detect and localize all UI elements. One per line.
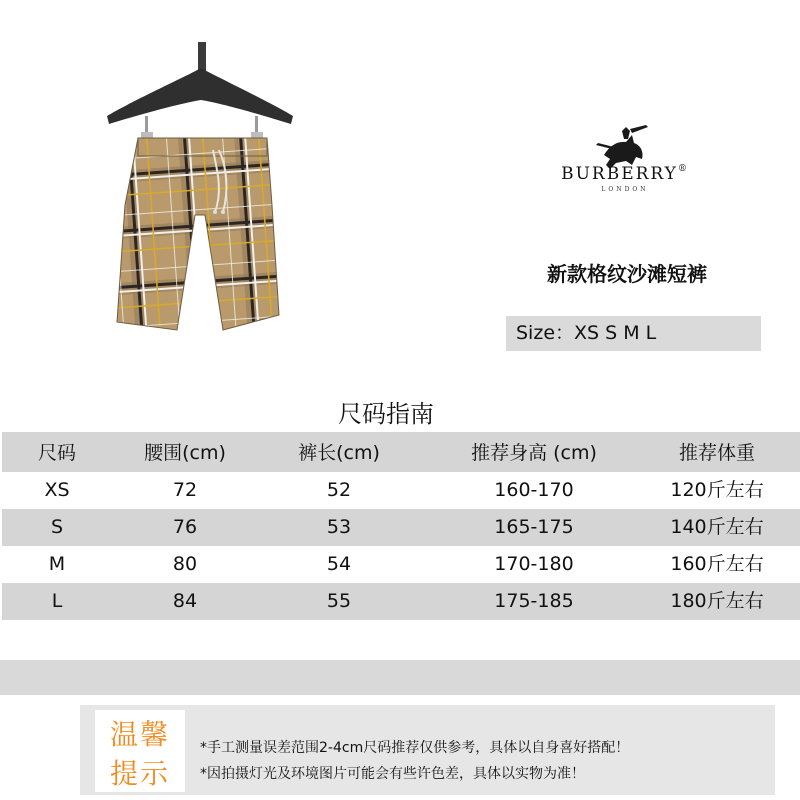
cell-weight: 120斤左右: [670, 479, 764, 501]
brand-city: LONDON: [601, 186, 649, 193]
cell-length: 54: [326, 553, 352, 575]
product-photo: [95, 40, 305, 340]
divider-band: [0, 660, 800, 695]
notice-title-line1: 温馨: [109, 718, 170, 751]
cell-weight: 140斤左右: [670, 516, 764, 538]
cell-size: M: [48, 553, 66, 575]
table-row: [2, 546, 800, 583]
table-row: [2, 583, 800, 620]
header-length: 裤长(cm): [298, 442, 380, 464]
table-row: [2, 509, 800, 546]
cell-length: 55: [326, 590, 352, 612]
header-height: 推荐身高 (cm): [471, 442, 597, 464]
size-table: [2, 432, 800, 620]
notice-line-2: *因拍摄灯光及环境图片可能会有些许色差，具体以实物为准！: [200, 766, 585, 782]
notice-line-1: *手工测量误差范围2-4cm尺码推荐仅供参考，具体以自身喜好搭配！: [200, 740, 630, 756]
size-label: Size：XS S M L: [516, 322, 657, 344]
header-waist: 腰围(cm): [144, 442, 226, 464]
notice-title-line2: 提示: [109, 757, 170, 790]
table-header-row: [2, 432, 800, 472]
header-size: 尺码: [37, 442, 76, 464]
brand-name: BURBERRY: [561, 164, 678, 184]
cell-size: L: [51, 590, 63, 612]
cell-height: 165-175: [494, 516, 574, 538]
cell-height: 160-170: [494, 479, 574, 501]
plaid-shorts: [117, 138, 279, 330]
cell-height: 170-180: [494, 553, 574, 575]
cell-size: S: [50, 516, 64, 538]
cell-waist: 80: [172, 553, 198, 575]
cell-waist: 72: [172, 479, 198, 501]
header-weight: 推荐体重: [678, 442, 755, 464]
cell-waist: 84: [172, 590, 198, 612]
cell-length: 53: [326, 516, 352, 538]
registered-mark: ®: [677, 164, 689, 174]
cell-weight: 180斤左右: [670, 590, 764, 612]
cell-waist: 76: [172, 516, 198, 538]
cell-length: 52: [326, 479, 352, 501]
cell-size: XS: [44, 479, 70, 501]
size-guide-title: 尺码指南: [338, 400, 434, 428]
cell-height: 175-185: [494, 590, 574, 612]
product-title: 新款格纹沙滩短裤: [547, 262, 707, 286]
cell-weight: 160斤左右: [670, 553, 764, 575]
brand-wordmark: [520, 164, 730, 184]
table-row: [2, 472, 800, 509]
hanger-icon: [107, 42, 293, 138]
